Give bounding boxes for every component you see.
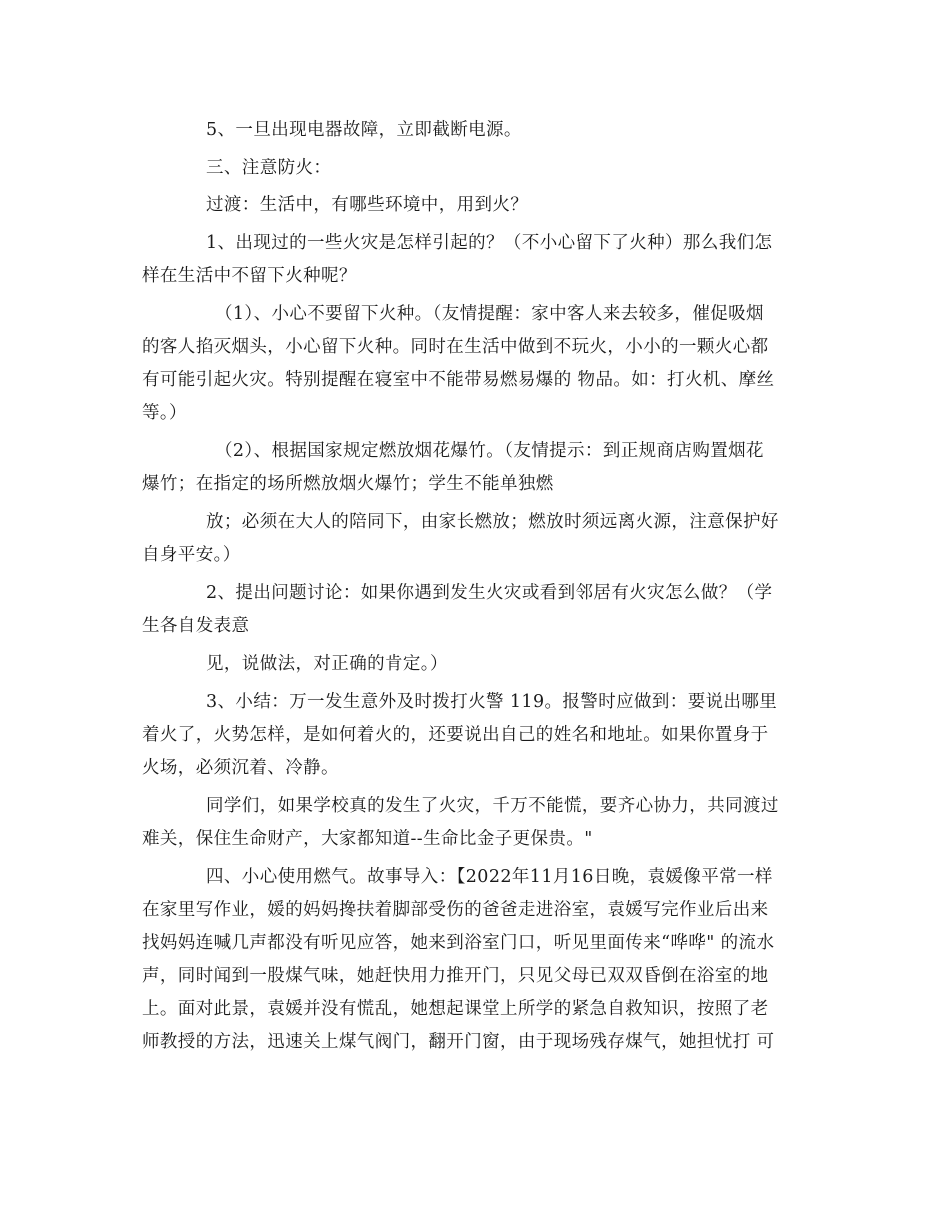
text-line: 难关，保住生命财产，大家都知道--生命比金子更保贵。"	[142, 829, 593, 849]
text-line: 自身平安。）	[142, 545, 241, 565]
text-line: 有可能引起火灾。特别提醒在寝室中不能带易燃易爆的 物品。如：打火机、摩丝	[142, 370, 775, 390]
section-heading: 四、小心使用燃气。故事导入：【2022年11月16日晚，袁媛像平常一样	[206, 867, 773, 887]
section-heading: 三、注意防火：	[206, 158, 332, 178]
text-line: 1、出现过的一些火灾是怎样引起的？（不小心留下了火种）那么我们怎	[206, 233, 773, 253]
text-line: 生各自发表意	[142, 616, 250, 636]
text-line: 声，同时闻到一股煤气味，她赶快用力推开门，只见父母已双双昏倒在浴室的地	[142, 966, 769, 986]
text-line: 上。面对此景，袁媛并没有慌乱，她想起课堂上所学的紧急自救知识，按照了老	[142, 999, 769, 1019]
text-line: 着火了，火势怎样，是如何着火的，还要说出自己的姓名和地址。如果你置身于	[142, 725, 769, 745]
text-line: 见，说做法，对正确的肯定。）	[206, 654, 448, 674]
text-line: 在家里写作业，媛的妈妈搀扶着脚部受伤的爸爸走进浴室，袁媛写完作业后出来	[142, 900, 769, 920]
text-line: （2）、根据国家规定燃放烟花爆竹。（友情提示：到正规商店购置烟花	[215, 441, 764, 461]
text-line: 师教授的方法，迅速关上煤气阀门，翻开门窗，由于现场残存煤气，她担忧打 可	[142, 1032, 775, 1052]
text-line: 同学们，如果学校真的发生了火灾，千万不能慌，要齐心协力，共同渡过	[206, 796, 779, 816]
text-line: 放；必须在大人的陪同下，由家长燃放；燃放时须远离火源，注意保护好	[206, 512, 779, 532]
text-line: 2、提出问题讨论：如果你遇到发生火灾或看到邻居有火灾怎么做？（学	[206, 583, 773, 603]
text-line: 5、一旦出现电器故障，立即截断电源。	[206, 120, 522, 140]
text-line: 找妈妈连喊几声都没有听见应答，她来到浴室门口，听见里面传来“哗哗" 的流水	[142, 933, 775, 953]
text-line: 过渡：生活中，有哪些环境中，用到火？	[206, 195, 529, 215]
text-line: 爆竹；在指定的场所燃放烟火爆竹；学生不能单独燃	[142, 474, 554, 494]
text-line: 3、小结：万一发生意外及时拨打火警 119。报警时应做到：要说出哪里	[206, 692, 778, 712]
text-line: （1）、小心不要留下火种。（友情提醒：家中客人来去较多，催促吸烟	[215, 304, 764, 324]
text-line: 样在生活中不留下火种呢？	[142, 266, 357, 286]
text-line: 等。）	[142, 403, 187, 423]
text-line: 火场，必须沉着、冷静。	[142, 758, 339, 778]
text-line: 的客人掐灭烟头，小心留下火种。同时在生活中做到不玩火，小小的一颗火心都	[142, 337, 769, 357]
